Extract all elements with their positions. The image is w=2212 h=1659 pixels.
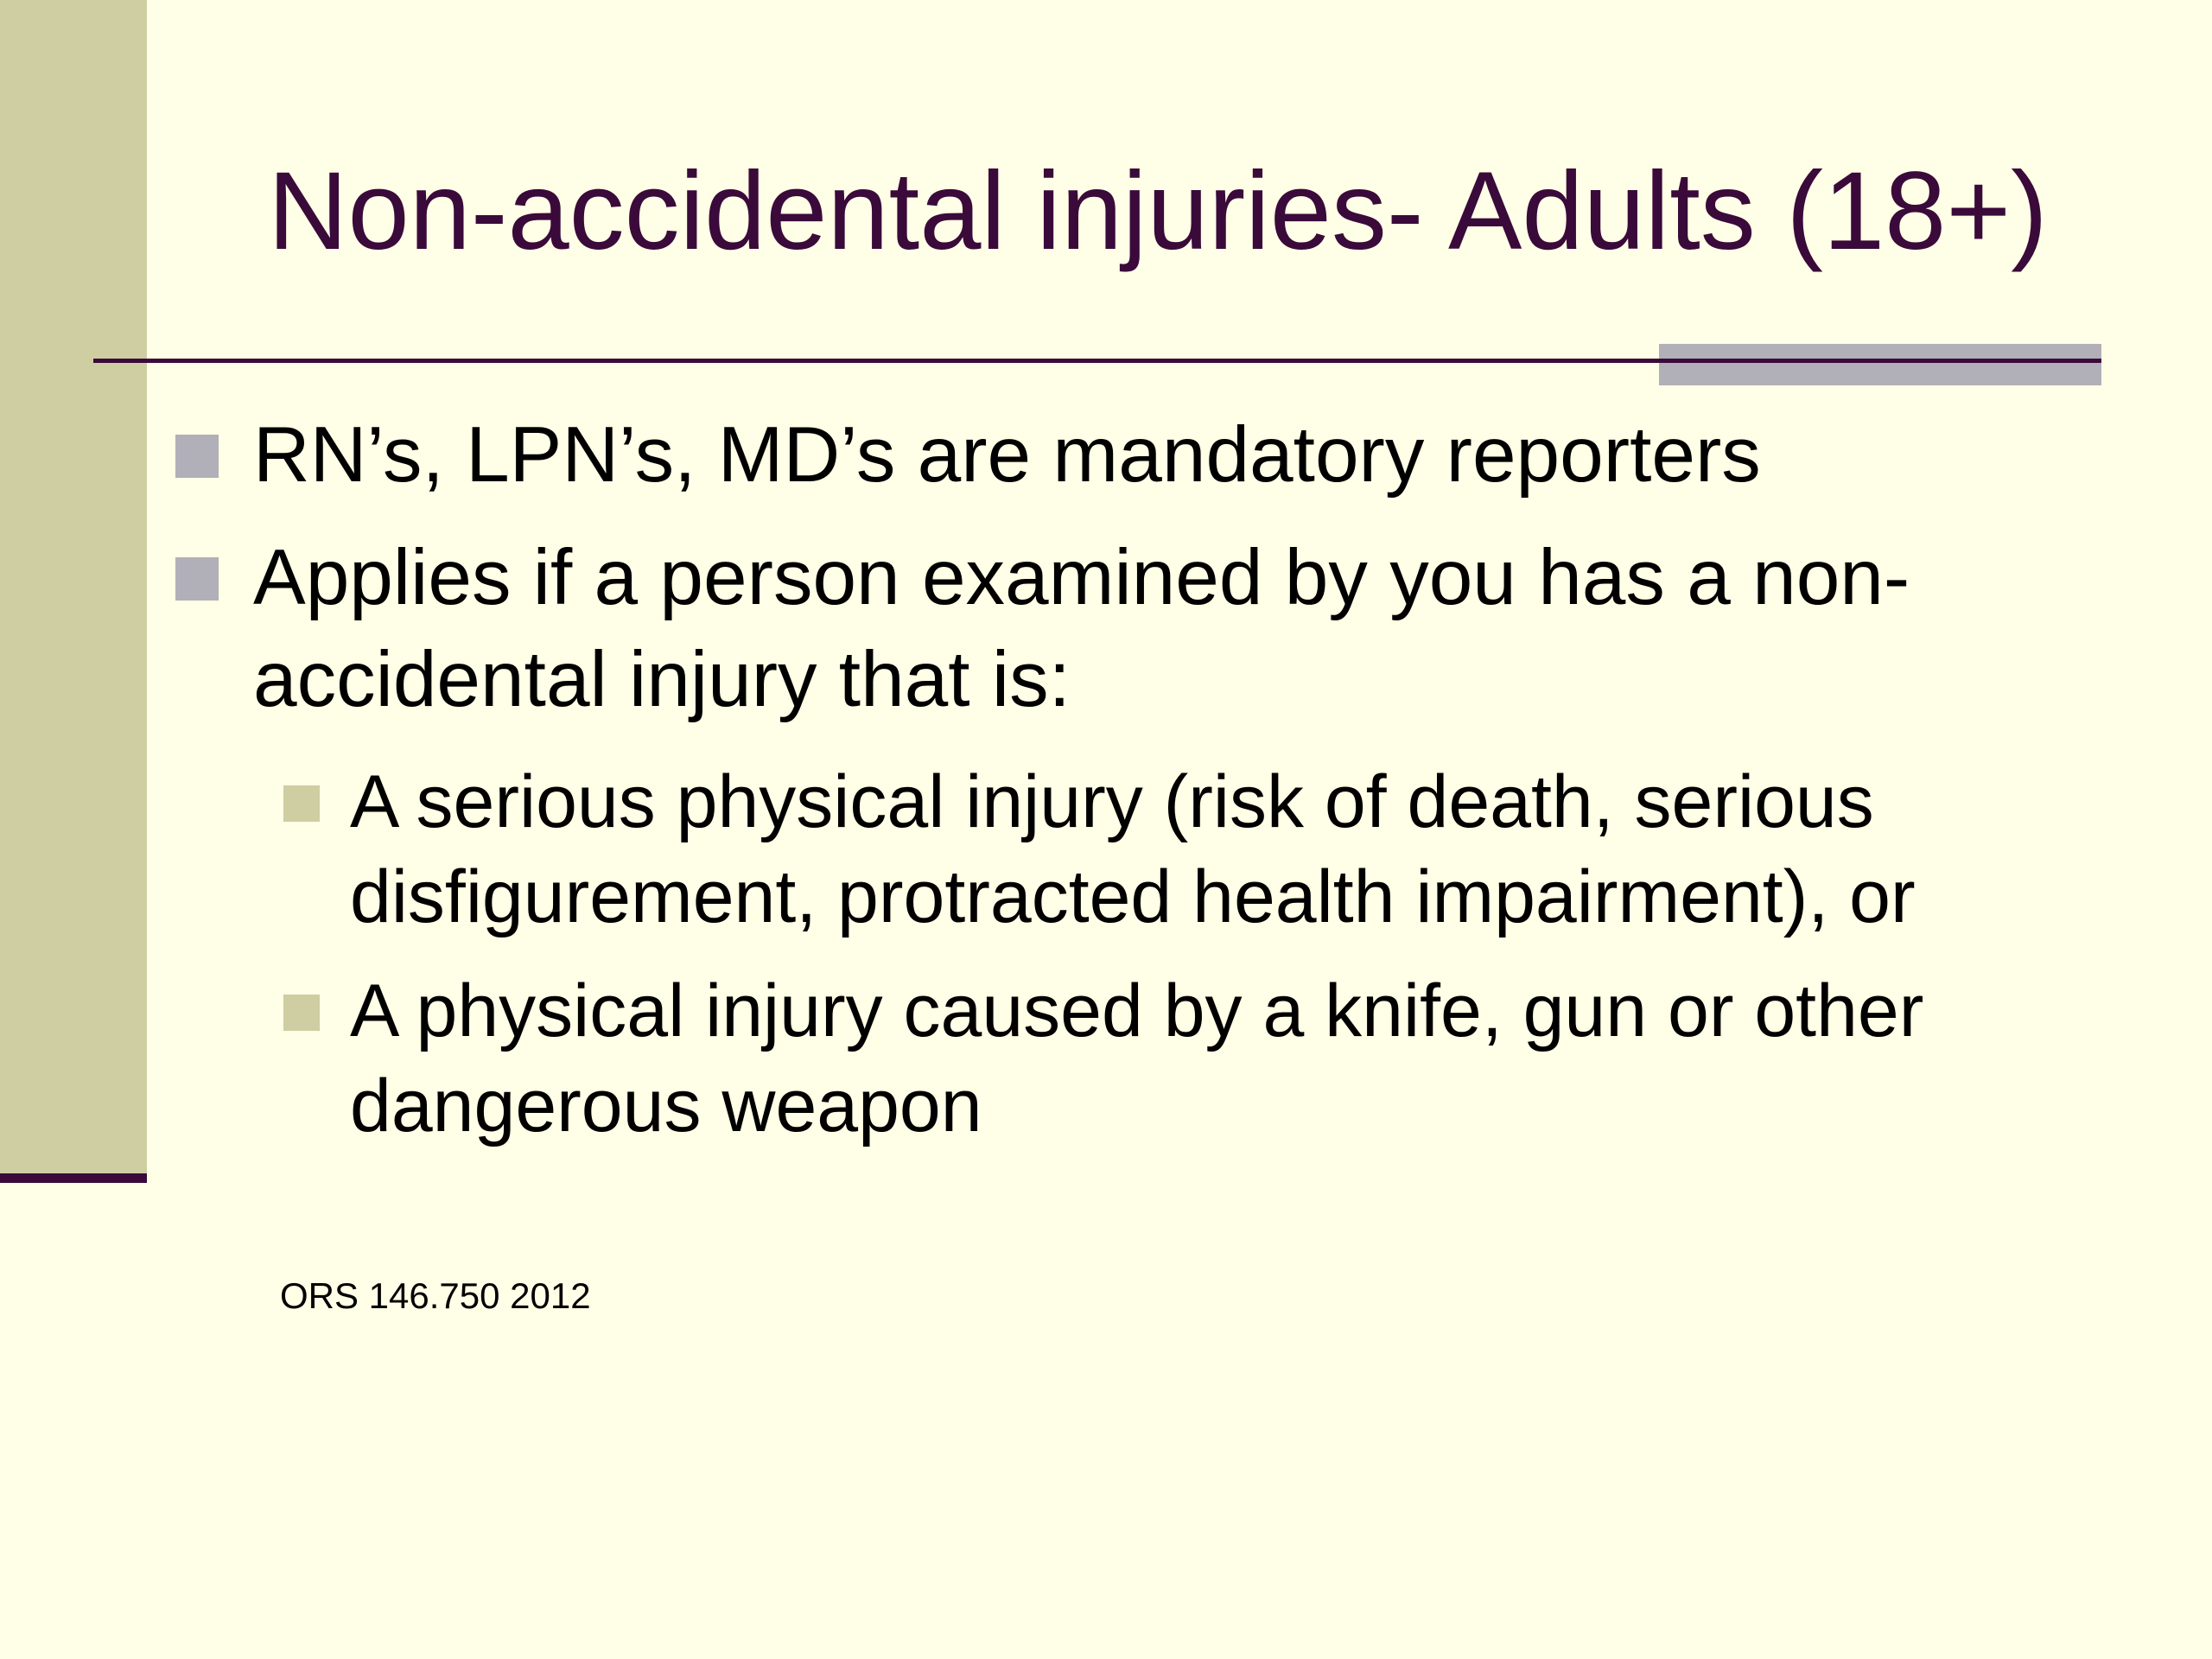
bullet-text: RN’s, LPN’s, MD’s are mandatory reporters (253, 411, 1761, 499)
sub-bullet-item (350, 754, 2113, 944)
bullet-text: Applies if a person examined by you has a non-accidental injury that is: (253, 534, 1910, 723)
square-bullet-icon (175, 557, 219, 601)
sub-bullet-text: A serious physical injury (risk of death, serious disfigurement, protracted health impairment), or (350, 760, 1916, 938)
bullet-item (253, 527, 2111, 731)
square-sub-bullet-icon (283, 995, 320, 1031)
left-accent-bar (0, 0, 147, 1173)
square-sub-bullet-icon (283, 785, 320, 822)
title-divider-accent (1659, 344, 2101, 385)
sub-bullet-text: A physical injury caused by a knife, gun or other dangerous weapon (350, 969, 1924, 1147)
sub-bullet-item (350, 963, 2113, 1154)
left-accent-bar-underline (0, 1173, 147, 1183)
citation-footnote: ORS 146.750 2012 (280, 1275, 591, 1316)
square-bullet-icon (175, 435, 219, 478)
slide-title: Non-accidental injuries- Adults (18+) (268, 149, 2048, 273)
title-divider-accent-line (1659, 359, 2101, 363)
bullet-item (253, 404, 2111, 506)
